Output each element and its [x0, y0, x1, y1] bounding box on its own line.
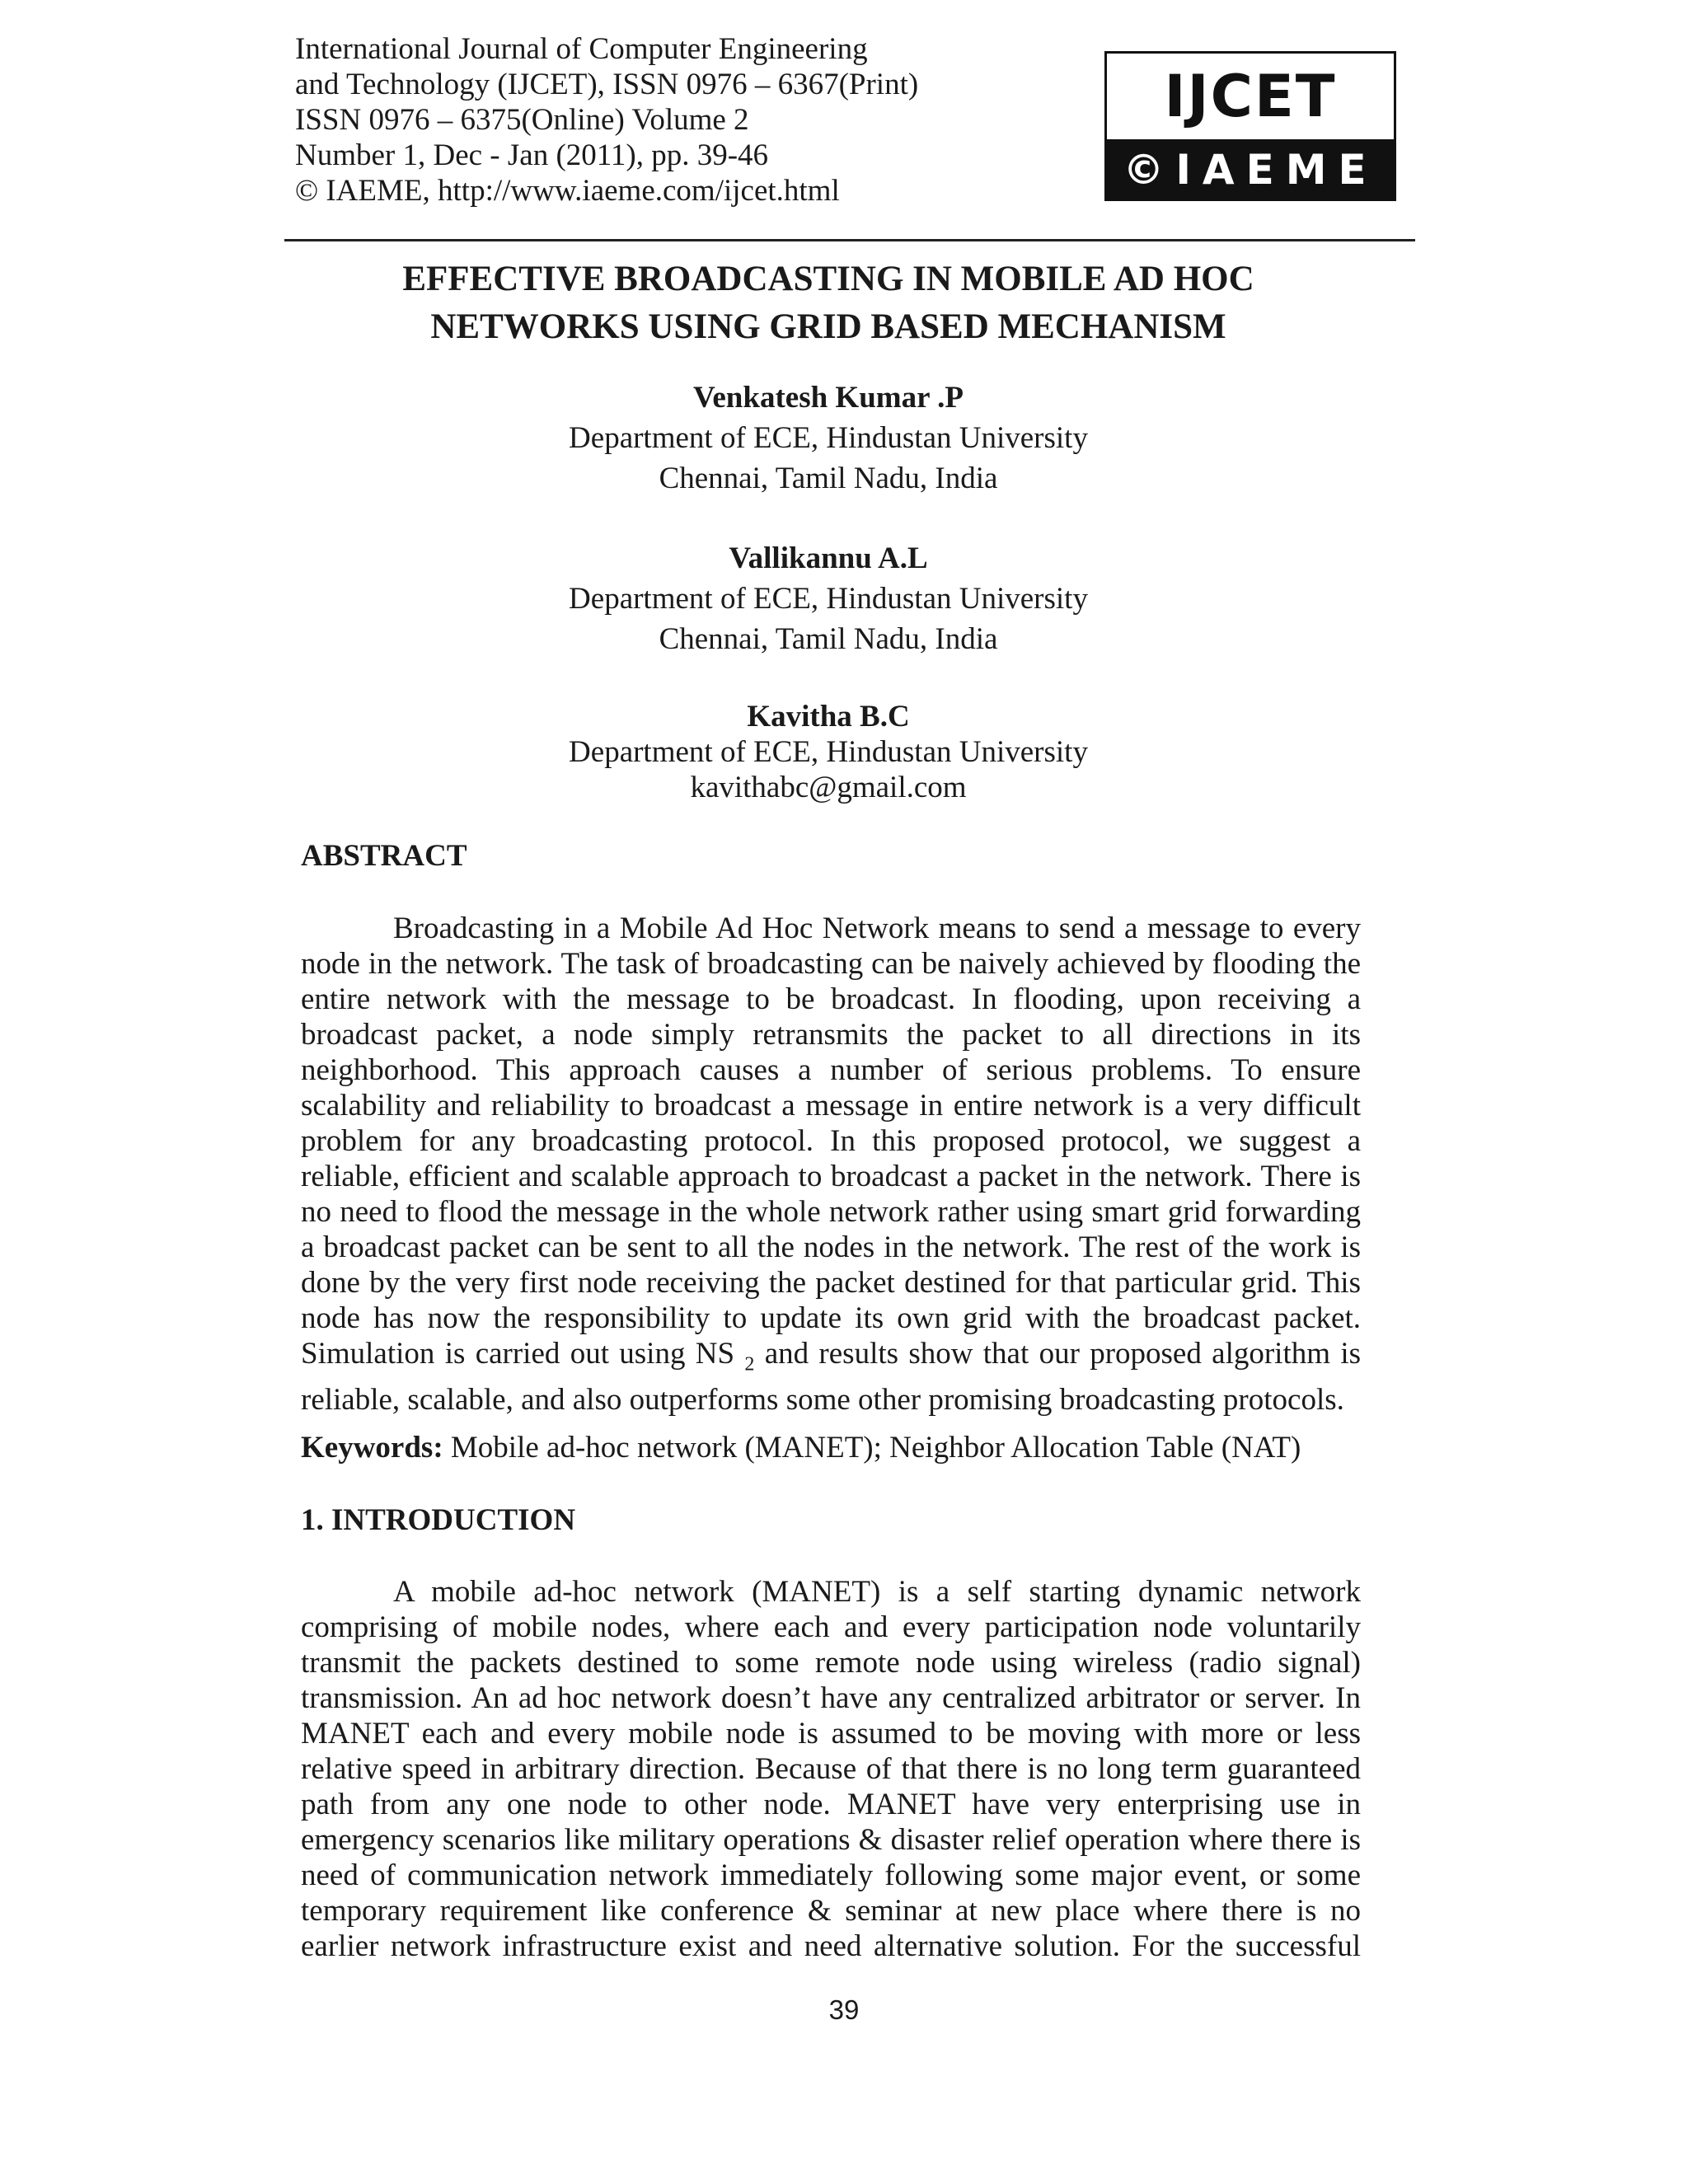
author-name: Kavitha B.C: [747, 700, 910, 733]
author-block: [295, 699, 1362, 805]
journal-info: [295, 31, 1037, 209]
abstract-line: neighborhood. This approach causes a number of serious problems. To ensure: [301, 1053, 1361, 1087]
introduction-body: [301, 1574, 1361, 1964]
intro-line: comprising of mobile nodes, where each and every participation node voluntarily: [301, 1610, 1361, 1644]
intro-line: A mobile ad-hoc network (MANET) is a self starting dynamic network: [393, 1575, 1361, 1609]
abstract-line-text: Simulation is carried out using NS: [301, 1337, 735, 1371]
abstract-line-text: and results show that our proposed algorithm is: [764, 1337, 1361, 1371]
abstract-line: entire network with the message to be broadcast. In flooding, upon receiving a: [301, 982, 1361, 1016]
author-location: Chennai, Tamil Nadu, India: [659, 622, 998, 656]
intro-line: transmission. An ad hoc network doesn’t have any centralized arbitrator or server. In: [301, 1681, 1361, 1715]
keywords-label: Keywords:: [301, 1431, 443, 1465]
author-email: kavithabc@gmail.com: [690, 771, 967, 804]
intro-line: MANET each and every mobile node is assumed to be moving with more or less: [301, 1717, 1361, 1750]
author-list: [295, 377, 1362, 845]
ns-subscript: 2: [744, 1353, 755, 1376]
abstract-line: node has now the responsibility to update its own grid with the broadcast packet.: [301, 1301, 1361, 1335]
intro-line: need of communication network immediately following some major event, or some: [301, 1858, 1361, 1892]
intro-line: transmit the packets destined to some remote node using wireless (radio signal): [301, 1646, 1361, 1680]
author-name: Vallikannu A.L: [729, 541, 928, 575]
header-divider: [284, 239, 1415, 241]
page-number: 39: [828, 1994, 860, 2025]
intro-line: temporary requirement like conference & seminar at new place where there is no: [301, 1894, 1361, 1928]
journal-info-line: ISSN 0976 – 6375(Online) Volume 2: [295, 103, 749, 137]
author-name: Venkatesh Kumar .P: [693, 381, 964, 415]
logo-text-top: IJCET: [1107, 54, 1394, 139]
journal-info-line: International Journal of Computer Engineering: [295, 32, 868, 66]
paper-title: [295, 255, 1362, 351]
logo-text-bottom: ©IAEME: [1107, 139, 1394, 201]
abstract-line: node in the network. The task of broadcasting can be naively achieved by flooding the: [301, 947, 1361, 981]
abstract-line: problem for any broadcasting protocol. In this proposed protocol, we suggest a: [301, 1124, 1361, 1158]
journal-logo: [1104, 51, 1396, 201]
author-affiliation: Department of ECE, Hindustan University: [569, 582, 1088, 616]
author-block: [295, 377, 1362, 499]
abstract-body: [301, 911, 1361, 1418]
author-location: Chennai, Tamil Nadu, India: [659, 462, 998, 495]
intro-line: path from any one node to other node. MANET have very enterprising use in: [301, 1788, 1361, 1821]
abstract-line: done by the very first node receiving the packet destined for that particular grid. This: [301, 1266, 1361, 1300]
abstract-line: scalability and reliability to broadcast a message in entire network is a very difficult: [301, 1089, 1361, 1122]
journal-info-line: © IAEME, http://www.iaeme.com/ijcet.html: [295, 174, 840, 208]
abstract-line: reliable, efficient and scalable approach to broadcast a packet in the network. There is: [301, 1160, 1361, 1193]
keywords: [301, 1430, 1372, 1465]
abstract-line-ns: [301, 1336, 1361, 1382]
author-block: [295, 538, 1362, 659]
abstract-line: a broadcast packet can be sent to all the nodes in the network. The rest of the work is: [301, 1230, 1361, 1264]
abstract-line: Broadcasting in a Mobile Ad Hoc Network means to send a message to every: [393, 912, 1361, 945]
title-line: EFFECTIVE BROADCASTING IN MOBILE AD HOC: [402, 260, 1254, 298]
abstract-heading: ABSTRACT: [301, 839, 467, 873]
journal-info-line: and Technology (IJCET), ISSN 0976 – 6367(Print): [295, 68, 919, 101]
intro-line: earlier network infrastructure exist and need alternative solution. For the successful: [301, 1929, 1361, 1963]
title-line: NETWORKS USING GRID BASED MECHANISM: [430, 307, 1226, 346]
journal-info-line: Number 1, Dec - Jan (2011), pp. 39-46: [295, 138, 769, 172]
intro-line: relative speed in arbitrary direction. Because of that there is no long term guaranteed: [301, 1752, 1361, 1786]
keywords-text: Mobile ad-hoc network (MANET); Neighbor Allocation Table (NAT): [450, 1431, 1301, 1465]
abstract-line: broadcast packet, a node simply retransmits the packet to all directions in its: [301, 1018, 1361, 1052]
abstract-line: reliable, scalable, and also outperforms some other promising broadcasting protocols.: [301, 1383, 1344, 1418]
author-affiliation: Department of ECE, Hindustan University: [569, 735, 1088, 769]
introduction-heading: 1. INTRODUCTION: [301, 1503, 576, 1537]
intro-line: emergency scenarios like military operations & disaster relief operation where there is: [301, 1823, 1361, 1857]
author-affiliation: Department of ECE, Hindustan University: [569, 421, 1088, 455]
abstract-line: no need to flood the message in the whole network rather using smart grid forwarding: [301, 1195, 1361, 1229]
